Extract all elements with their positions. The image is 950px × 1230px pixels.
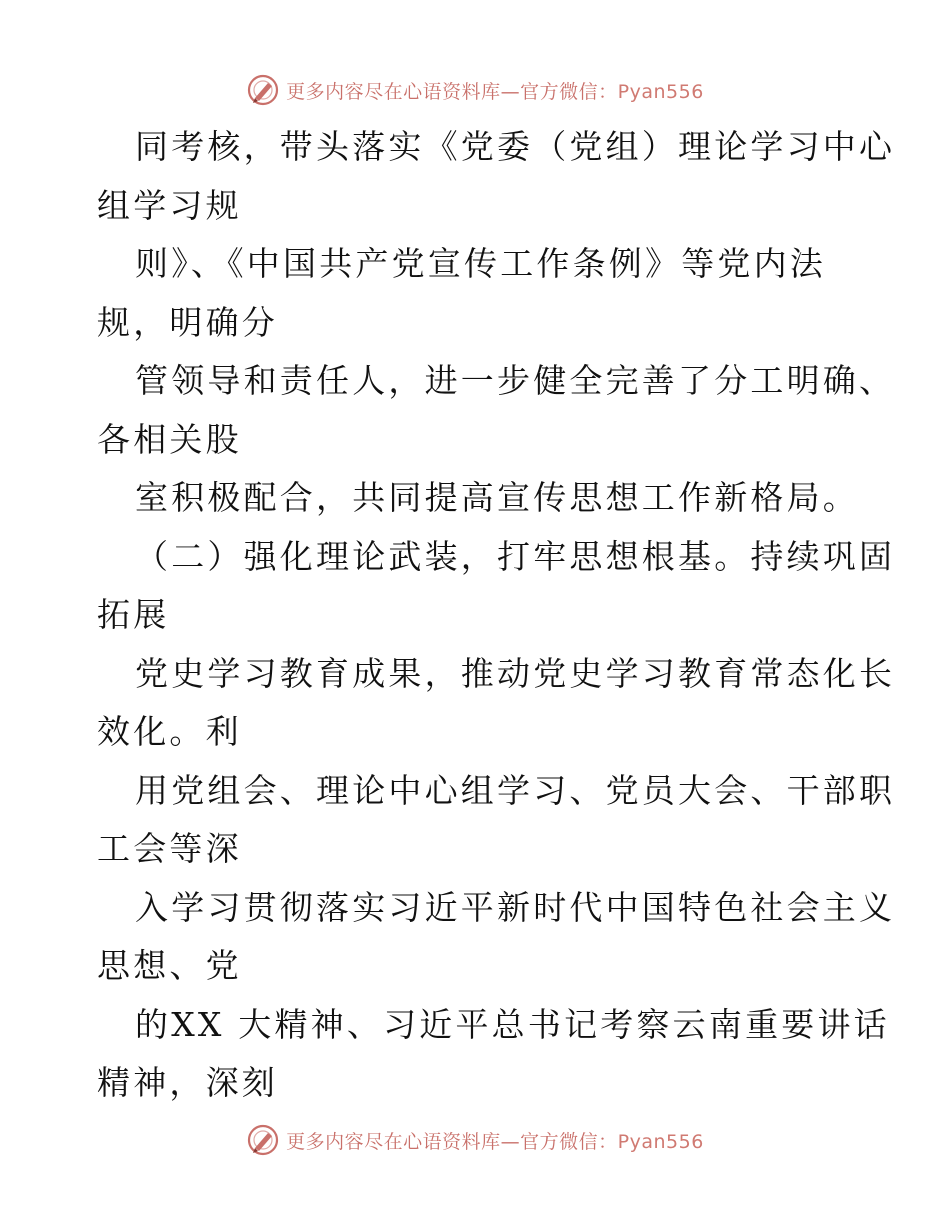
text-line: 工会等深: [97, 829, 242, 868]
text-line: 同考核，带头落实《党委（党组）理论学习中心: [135, 127, 896, 166]
footer-banner: [0, 1120, 950, 1160]
text-line: 思想、党: [97, 946, 242, 985]
text-line: 管领导和责任人，进一步健全完善了分工明确、: [135, 361, 896, 400]
text-line: 规，明确分: [97, 302, 278, 342]
header-banner-text: 更多内容尽在心语资料库—官方微信：: [286, 80, 618, 103]
header-wechat-id: Pyan556: [617, 80, 704, 103]
body-text: [97, 118, 896, 1113]
text-line: 精神，深刻: [97, 1063, 278, 1102]
text-line: 用党组会、理论中心组学习、党员大会、干部职: [135, 770, 896, 810]
text-line: 拓展: [97, 595, 170, 634]
text-line: 各相关股: [97, 419, 242, 459]
text-line: 室积极配合，共同提高宣传思想工作新格局。: [135, 478, 859, 517]
header-banner: [0, 70, 950, 110]
text-line: 效化。利: [97, 712, 242, 751]
text-line: 入学习贯彻落实习近平新时代中国特色社会主义: [135, 887, 896, 927]
text-line: 的XX 大精神、习近平总书记考察云南重要讲话: [135, 1004, 890, 1044]
text-line: 党史学习教育成果，推动党史学习教育常态化长: [135, 653, 896, 693]
footer-banner-text: 更多内容尽在心语资料库—官方微信：: [286, 1130, 618, 1153]
text-line: 组学习规: [97, 185, 242, 225]
text-line: （二）强化理论武装，打牢思想根基。持续巩固: [135, 536, 896, 576]
text-line: 则》、《中国共产党宣传工作条例》等党内法: [135, 244, 826, 283]
footer-wechat-id: Pyan556: [617, 1130, 704, 1153]
pen-logo-icon: [246, 1123, 280, 1157]
pen-logo-icon: [246, 73, 280, 107]
